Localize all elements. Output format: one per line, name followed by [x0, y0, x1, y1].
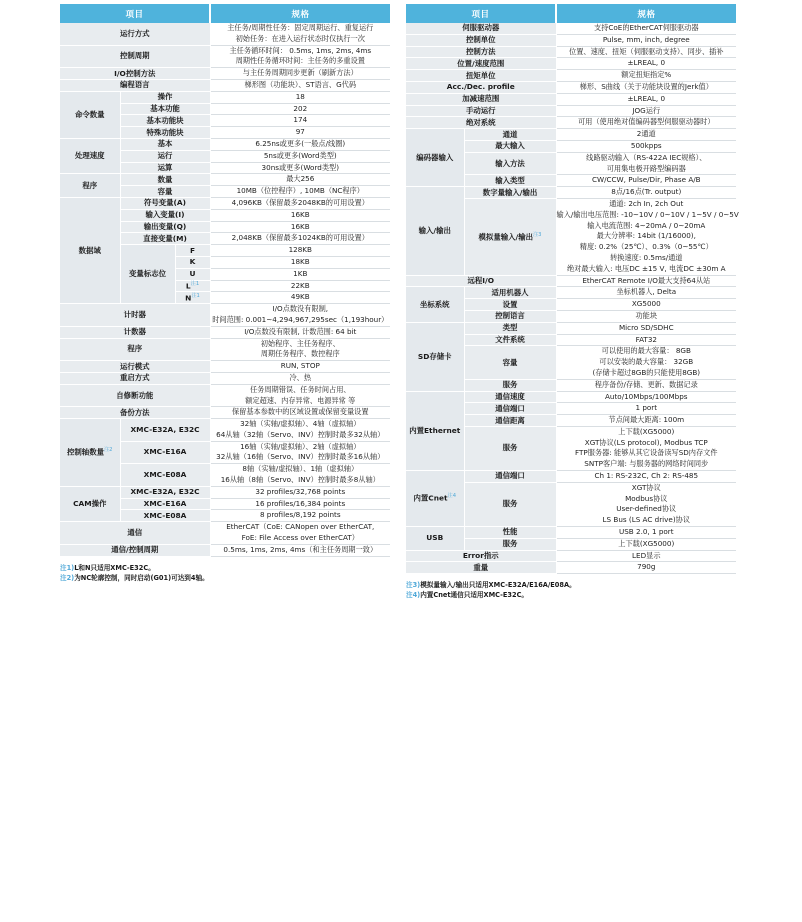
right-table-body [406, 23, 739, 574]
spec-row-value: 500kpps [556, 140, 736, 152]
spec-row-value: 可用（使用绝对值编码器型伺服驱动器时） [556, 117, 736, 129]
spec-row-label: 基本功能 [120, 103, 210, 115]
spec-row-value: 程序备份/存储、更新、数据记录 [556, 379, 736, 391]
spec-row-label: 通信 [60, 522, 210, 545]
spec-row-label: 服务 [464, 426, 556, 470]
table-row [406, 527, 736, 539]
spec-row-label: 符号变量(A) [120, 197, 210, 209]
table-row [60, 197, 390, 209]
spec-row-label: 运算 [120, 162, 210, 174]
footnote [60, 563, 390, 573]
spec-row-value: 49KB [210, 292, 390, 304]
spec-row-value: 16KB [210, 209, 390, 221]
spec-row-value: Ch 1: RS-232C, Ch 2: RS-485 [556, 471, 736, 483]
table-row [60, 45, 390, 68]
spec-row-value: 功能块 [556, 310, 736, 322]
spec-row-value: 8点/16点(Tr. output) [556, 187, 736, 199]
left-spec-table [60, 4, 390, 557]
spec-row-label: XMC-E32A, E32C [120, 419, 210, 442]
table-row [406, 23, 736, 34]
spec-row-value: 额定扭矩指定% [556, 70, 736, 82]
table-row [406, 70, 736, 82]
right-footnotes [406, 580, 736, 600]
right-spec-table [406, 4, 739, 574]
spec-row-value: Micro SD/SDHC [556, 322, 736, 334]
spec-row-label: 计时器 [60, 304, 210, 327]
spec-row-label: 扭矩单位 [406, 70, 556, 82]
spec-row-value: 1KB [210, 268, 390, 280]
spec-row-label: 输出变量(Q) [120, 221, 210, 233]
spec-row-label: USB [406, 527, 464, 551]
table-row [406, 34, 736, 46]
table-row [60, 361, 390, 373]
spec-row-label: XMC-E32A, E32C [120, 486, 210, 498]
table-row [406, 117, 736, 129]
table-row [406, 562, 736, 574]
spec-row-label: 重量 [406, 562, 556, 574]
table-row [406, 105, 736, 117]
spec-row-label: 操作 [120, 91, 210, 103]
left-header-item: 项目 [60, 4, 210, 23]
footnote-marker: 注2 [103, 447, 113, 454]
table-row [406, 93, 736, 105]
spec-row-label: 备份方法 [60, 407, 210, 419]
left-footnotes [60, 563, 390, 583]
spec-row-value: 梯形、S曲线（关于功能块设置的Jerk值） [556, 81, 736, 93]
spec-row-value: 位置、速度、扭矩（伺服驱动支持）、同步、插补 [556, 46, 736, 58]
spec-row-value: USB 2.0, 1 port [556, 527, 736, 539]
spec-row-label: 文件系统 [464, 334, 556, 346]
spec-row-label: 数据域 [60, 197, 120, 303]
spec-row-label: 运行模式 [60, 361, 210, 373]
spec-row-value: 可以使用的最大容量： 8GB 可以安装的最大容量： 32GB (存储卡超过8GB的只能使用8GB) [556, 346, 736, 379]
spec-row-label: 加减速范围 [406, 93, 556, 105]
spec-row-label: 服务 [464, 538, 556, 550]
left-panel [60, 4, 390, 922]
table-row [60, 407, 390, 419]
table-row [60, 68, 390, 80]
spec-row-value: 18 [210, 91, 390, 103]
table-row [406, 550, 736, 562]
spec-row-value: 0.5ms, 1ms, 2ms, 4ms（和主任务周期一致） [210, 544, 390, 556]
table-row [406, 287, 736, 299]
spec-row-value: 2,048KB（保留最多1024KB的可用设置） [210, 233, 390, 245]
table-row [60, 91, 390, 103]
spec-row-value: 16KB [210, 221, 390, 233]
spec-row-value: 最大256 [210, 174, 390, 186]
spec-row-label: 容量 [464, 346, 556, 379]
table-row [60, 522, 390, 545]
spec-row-value: 128KB [210, 245, 390, 257]
footnote [60, 573, 390, 583]
footnote-text: L和N只适用XMC-E32C。 [74, 563, 155, 572]
spec-row-value: 32轴（实轴/虚拟轴）、4轴（虚拟轴） 64从轴（32轴（Servo、INV）控制时最多32从轴） [210, 419, 390, 442]
spec-row-label: 最大输入 [464, 140, 556, 152]
spec-row-label: 伺服驱动器 [406, 23, 556, 34]
table-row [406, 187, 736, 199]
table-row [406, 391, 736, 403]
table-row [60, 384, 390, 407]
spec-row-label: 控制轴数量$^{注2}$ [60, 419, 120, 487]
spec-row-label: 直接变量(M) [120, 233, 210, 245]
spec-row-label: 通信/控制周期 [60, 544, 210, 556]
spec-row-label: 程序 [60, 174, 120, 198]
spec-row-value: 32 profiles/32,768 points [210, 486, 390, 498]
spec-row-value: 任务周期错误、任务时间占用、 额定超速、内存异常、电源异常 等 [210, 384, 390, 407]
left-table-body [60, 23, 390, 556]
spec-row-label: 内置Ethernet [406, 391, 464, 471]
spec-row-label: 类型 [464, 322, 556, 334]
footnote [406, 590, 736, 600]
table-row [406, 322, 736, 334]
spec-row-value: I/O点数没有限制, 时间范围: 0.001~4,294,967,295sec（1,193hour） [210, 304, 390, 327]
spec-row-label: 输入/输出 [406, 187, 464, 275]
table-row [60, 304, 390, 327]
spec-row-value: I/O点数没有限制, 计数范围: 64 bit [210, 326, 390, 338]
spec-row-label: 容量 [120, 186, 210, 198]
spec-row-label: Error指示 [406, 550, 556, 562]
spec-row-label: F [175, 245, 210, 257]
spec-row-value: 节点间最大距离: 100m [556, 415, 736, 427]
spec-row-label: 自修断功能 [60, 384, 210, 407]
table-row [60, 79, 390, 91]
spec-row-label: XMC-E08A [120, 510, 210, 522]
spec-row-value: ±LREAL, 0 [556, 58, 736, 70]
spec-row-label: 输入方法 [464, 152, 556, 175]
spec-row-label: 坐标系统 [406, 287, 464, 322]
spec-row-value: 1 port [556, 403, 736, 415]
right-header-item: 项目 [406, 4, 556, 23]
right-table-header-row [406, 4, 736, 23]
spec-row-label: U [175, 268, 210, 280]
spec-row-label: 重启方式 [60, 372, 210, 384]
spec-row-value: 上下载(XG5000) XGT协议(LS protocol), Modbus TCP FTP服务器: 能够从其它设备读写SD内存文件 SNTP客户端: 与服务器的网络时间同步 [556, 426, 736, 470]
spec-row-label: 变量标志位 [120, 245, 175, 304]
table-row [406, 58, 736, 70]
spec-row-label: Acc./Dec. profile [406, 81, 556, 93]
footnote [406, 580, 736, 590]
table-row [60, 486, 390, 498]
spec-row-label: 编码器输入 [406, 129, 464, 187]
spec-row-value: 坐标机器人, Delta [556, 287, 736, 299]
spec-row-value: 8轴（实轴/虚拟轴）、1轴（虚拟轴） 16从轴（8轴（Servo、INV）控制时最多8从轴） [210, 464, 390, 487]
spec-row-value: 2通道 [556, 129, 736, 141]
spec-row-value: 保留基本参数中的区域设置或保留变量设置 [210, 407, 390, 419]
footnote-marker: 注4 [447, 493, 457, 500]
table-row [60, 338, 390, 361]
spec-row-value: 4,096KB（保留最多2048KB的可用设置） [210, 197, 390, 209]
spec-row-label: 处理速度 [60, 138, 120, 173]
spec-row-label: XMC-E08A [120, 464, 210, 487]
spec-row-label: L$^{注1}$ [175, 280, 210, 292]
spec-row-label: I/O控制方法 [60, 68, 210, 80]
table-row [406, 46, 736, 58]
spec-row-value: 16轴（实轴/虚拟轴）、2轴（虚拟轴） 32从轴（16轴（Servo、INV）控制时最多16从轴） [210, 441, 390, 464]
spec-row-label: 模拟量输入/输出$^{注3}$ [464, 198, 556, 275]
spec-row-label: 数量 [120, 174, 210, 186]
spec-row-label: 控制方法 [406, 46, 556, 58]
right-panel [406, 4, 739, 922]
footnote-marker: 注3 [532, 231, 542, 238]
spec-row-value: 支持CoE的EtherCAT伺服驱动器 [556, 23, 736, 34]
spec-row-value: EtherCAT Remote I/O最大支持64从站 [556, 275, 736, 287]
spec-row-label: N$^{注1}$ [175, 292, 210, 304]
spec-row-label: 手动运行 [406, 105, 556, 117]
left-table-header-row [60, 4, 390, 23]
spec-row-value: 202 [210, 103, 390, 115]
spec-row-label: 服务 [464, 482, 556, 526]
spec-row-label: 数字量输入/输出 [464, 187, 556, 199]
footnote-text: 为NC轮廓控制，同时启动(G01)可达到4轴。 [74, 573, 209, 582]
footnote-marker: 注1 [190, 280, 200, 287]
spec-row-label: 基本 [120, 138, 210, 150]
spec-row-label: XMC-E16A [120, 441, 210, 464]
table-row [60, 23, 390, 45]
spec-row-value: 790g [556, 562, 736, 574]
spec-row-value: FAT32 [556, 334, 736, 346]
spec-row-label: 特殊功能块 [120, 127, 210, 139]
spec-row-value: 主任务循环时间： 0.5ms, 1ms, 2ms, 4ms 周期性任务循环时间：主任务的多重设置 [210, 45, 390, 68]
footnote-mark: 注3) [406, 581, 421, 590]
spec-row-label: CAM操作 [60, 486, 120, 521]
spec-row-label: 内置Cnet$^{注4}$ [406, 471, 464, 527]
footnote-text: 内置Cnet通信只适用XMC-E32C。 [420, 591, 529, 600]
spec-row-value: XG5000 [556, 299, 736, 311]
table-row [60, 372, 390, 384]
spec-row-value: 174 [210, 115, 390, 127]
spec-row-label: 适用机器人 [464, 287, 556, 299]
spec-row-value: 主任务/周期性任务：固定周期运行、重复运行 初始任务：在进入运行状态时仅执行一次 [210, 23, 390, 45]
spec-row-value: LED显示 [556, 550, 736, 562]
spec-row-value: RUN, STOP [210, 361, 390, 373]
spec-row-value: 梯形图（功能块）、ST语言、G代码 [210, 79, 390, 91]
spec-row-value: Auto/10Mbps/100Mbps [556, 391, 736, 403]
spec-row-label: 通信端口 [464, 471, 556, 483]
table-row [406, 275, 736, 287]
table-row [60, 419, 390, 442]
spec-row-label: 控制周期 [60, 45, 210, 68]
spec-row-label: 程序 [60, 338, 210, 361]
spec-row-label: K [175, 256, 210, 268]
spec-row-label: 编程语言 [60, 79, 210, 91]
spec-row-value: 8 profiles/8,192 points [210, 510, 390, 522]
spec-row-value: EtherCAT（CoE: CANopen over EtherCAT, FoE: File Access over EtherCAT） [210, 522, 390, 545]
spec-row-label: 绝对系统 [406, 117, 556, 129]
footnote-mark: 注1) [60, 563, 75, 572]
spec-row-label: 控制语言 [464, 310, 556, 322]
footnote-mark: 注4) [406, 591, 421, 600]
spec-row-label: 服务 [464, 379, 556, 391]
spec-row-label: XMC-E16A [120, 498, 210, 510]
spec-row-label: 命令数量 [60, 91, 120, 138]
spec-row-value: 22KB [210, 280, 390, 292]
spec-row-value: Pulse, mm, inch, degree [556, 34, 736, 46]
spec-row-value: 5ns或更多(Word类型) [210, 150, 390, 162]
spec-row-label: SD存储卡 [406, 322, 464, 391]
spec-row-label: 性能 [464, 527, 556, 539]
spec-row-label: 运行方式 [60, 23, 210, 45]
spec-row-label: 控制单位 [406, 34, 556, 46]
spec-row-label: 通信速度 [464, 391, 556, 403]
spec-row-value: 97 [210, 127, 390, 139]
footnote-text: 模拟量输入/输出只适用XMC-E32A/E16A/E08A。 [420, 581, 576, 590]
spec-row-label: 设置 [464, 299, 556, 311]
spec-row-label: 计数器 [60, 326, 210, 338]
table-row [60, 326, 390, 338]
spec-row-label: 通信距离 [464, 415, 556, 427]
spec-row-value: 16 profiles/16,384 points [210, 498, 390, 510]
table-row [406, 471, 736, 483]
table-row [406, 129, 736, 141]
spec-row-label: 通道 [464, 129, 556, 141]
spec-row-value: 上下载(XG5000) [556, 538, 736, 550]
spec-row-value: 10MB（位控程序）, 10MB（NC程序） [210, 186, 390, 198]
spec-row-label: 运行 [120, 150, 210, 162]
spec-row-value: 18KB [210, 256, 390, 268]
spec-row-value: CW/CCW, Pulse/Dir, Phase A/B [556, 175, 736, 187]
spec-row-label: 基本功能块 [120, 115, 210, 127]
right-header-spec: 规格 [556, 4, 736, 23]
spec-row-label: 输入变量(I) [120, 209, 210, 221]
spec-row-label: 输入类型 [464, 175, 556, 187]
spec-row-value: 6.25ns或更多(一般点/线圈) [210, 138, 390, 150]
spec-row-value: XGT协议 Modbus协议 User-defined协议 LS Bus (LS AC drive)协议 [556, 482, 736, 526]
spec-row-value: 线路驱动输入（RS-422A IEC规格）、 可用集电极开路型编码器 [556, 152, 736, 175]
spec-row-value: 30ns或更多(Word类型) [210, 162, 390, 174]
table-row [60, 544, 390, 556]
table-row [406, 81, 736, 93]
spec-row-label: 通信端口 [464, 403, 556, 415]
spec-row-value: 冷、热 [210, 372, 390, 384]
spec-row-value: 通道: 2ch In, 2ch Out 输入/输出电压范围: -10~10V / 0~10V / 1~5V / 0~5V 输入电流范围: 4~20mA / 0~20mA 最大分辨率: 14bit (1/16000), 精度: 0.2%（25℃）、0.3%（0~55℃） 转换速度: 0.5ms/通道 绝对最大输入: 电压DC ±15 V, 电流DC ±30m A [556, 198, 736, 275]
table-row [60, 174, 390, 186]
spec-row-value: JOG运行 [556, 105, 736, 117]
spec-row-label: 远程I/O [406, 275, 556, 287]
footnote-marker: 注1 [191, 292, 200, 299]
spec-row-value: ±LREAL, 0 [556, 93, 736, 105]
spec-row-value: 初始程序、主任务程序、 周期任务程序、数控程序 [210, 338, 390, 361]
spec-row-value: 与主任务周期同步更新（刷新方法） [210, 68, 390, 80]
spec-row-label: 位置/速度范围 [406, 58, 556, 70]
footnote-mark: 注2) [60, 573, 75, 582]
table-row [60, 138, 390, 150]
left-header-spec: 规格 [210, 4, 390, 23]
